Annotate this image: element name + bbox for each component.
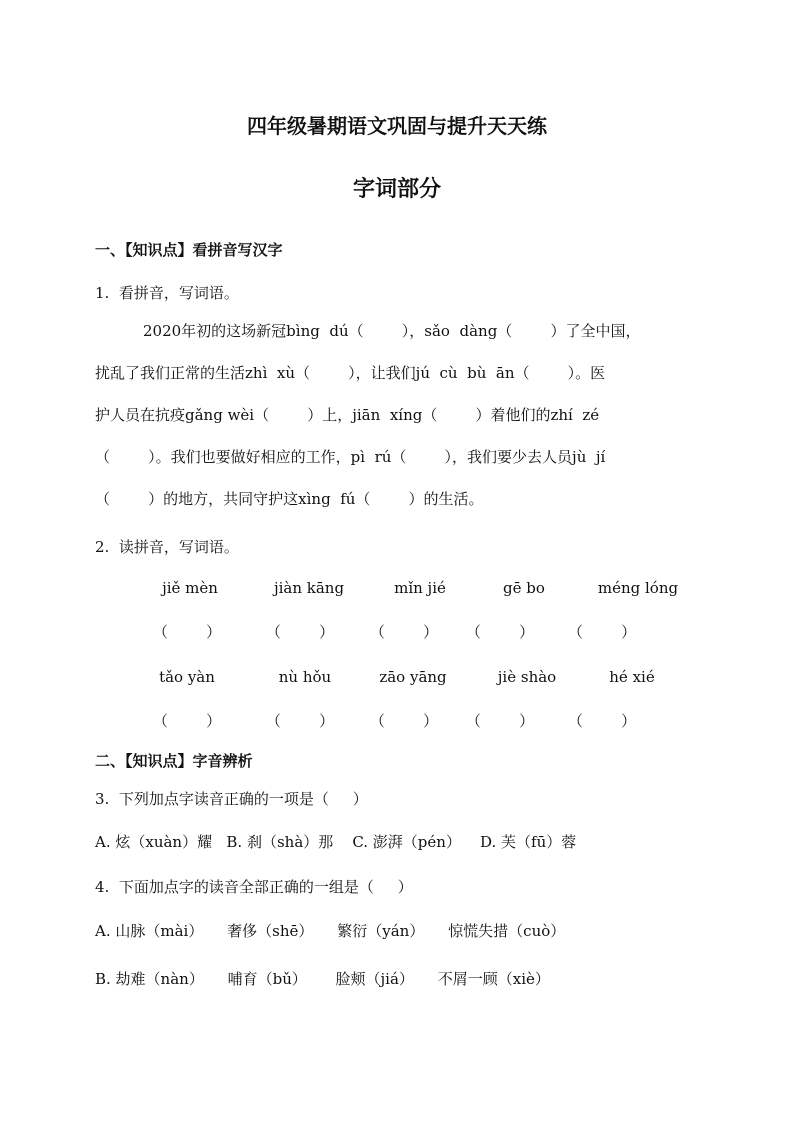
pinyin-row-2	[0, 666, 794, 690]
pinyin-item: gē bo	[503, 579, 545, 597]
pinyin-item: mǐn jié	[394, 579, 446, 597]
answer-blank[interactable]: （ ）	[465, 623, 535, 641]
q1-title: 1. 看拼音，写词语。	[95, 284, 239, 302]
pinyin-item: hé xié	[609, 668, 655, 686]
section2-heading: 二、【知识点】字音辨析	[95, 752, 253, 770]
q1-line-5: （ ）的地方，共同守护这xìng fú（ ）的生活。	[95, 490, 484, 508]
q3-options: A. 炫（xuàn）耀 B. 刹（shà）那 C. 澎湃（pén） D. 芙（fū）蓉	[95, 833, 577, 851]
q1-line-2: 扰乱了我们正常的生活zhì xù（ ），让我们jú cù bù ān（ ）。医	[95, 364, 606, 382]
answer-blank[interactable]: （ ）	[152, 712, 222, 730]
pinyin-item: jiě mèn	[162, 579, 218, 597]
q1-line-1: 2020年初的这场新冠bìng dú（ ），sǎo dàng（ ）了全中国，	[143, 322, 641, 340]
answer-blank[interactable]: （ ）	[567, 712, 637, 730]
pinyin-item: zāo yāng	[379, 668, 447, 686]
answer-blank[interactable]: （ ）	[152, 623, 222, 641]
pinyin-item: jiàn kāng	[273, 579, 345, 597]
answer-blank[interactable]: （ ）	[369, 623, 439, 641]
q1-line-3: 护人员在抗疫gǎng wèi（ ）上，jiān xíng（ ）着他们的zhí zé	[95, 406, 600, 424]
section-title: 字词部分	[352, 177, 441, 202]
pinyin-item: jiè shào	[497, 668, 557, 686]
answer-blank[interactable]: （ ）	[369, 712, 439, 730]
section1-heading: 一、【知识点】看拼音写汉字	[95, 241, 283, 259]
pinyin-item: nù hǒu	[278, 668, 332, 686]
answer-blank[interactable]: （ ）	[567, 623, 637, 641]
document-title: 四年级暑期语文巩固与提升天天练	[247, 114, 547, 138]
q3-title: 3. 下列加点字读音正确的一项是（ ）	[95, 790, 368, 808]
pinyin-item: méng lóng	[597, 579, 679, 597]
answer-blank[interactable]: （ ）	[265, 623, 335, 641]
q4-option-a: A. 山脉（mài） 奢侈（shē） 繁衍（yán） 惊慌失措（cuò）	[95, 922, 566, 940]
answer-blank[interactable]: （ ）	[265, 712, 335, 730]
pinyin-item: tǎo yàn	[159, 668, 215, 686]
answer-blank[interactable]: （ ）	[465, 712, 535, 730]
blank-row-1	[0, 621, 794, 645]
q1-line-4: （ ）。我们也要做好相应的工作，pì rú（ ），我们要少去人员jù jí	[95, 448, 606, 466]
pinyin-row-1	[0, 577, 794, 601]
q4-option-b: B. 劫难（nàn） 哺育（bǔ） 脸颊（jiá） 不屑一顾（xiè）	[95, 970, 550, 988]
q2-title: 2. 读拼音，写词语。	[95, 538, 239, 556]
q4-title: 4. 下面加点字的读音全部正确的一组是（ ）	[95, 878, 413, 896]
blank-row-2	[0, 710, 794, 734]
